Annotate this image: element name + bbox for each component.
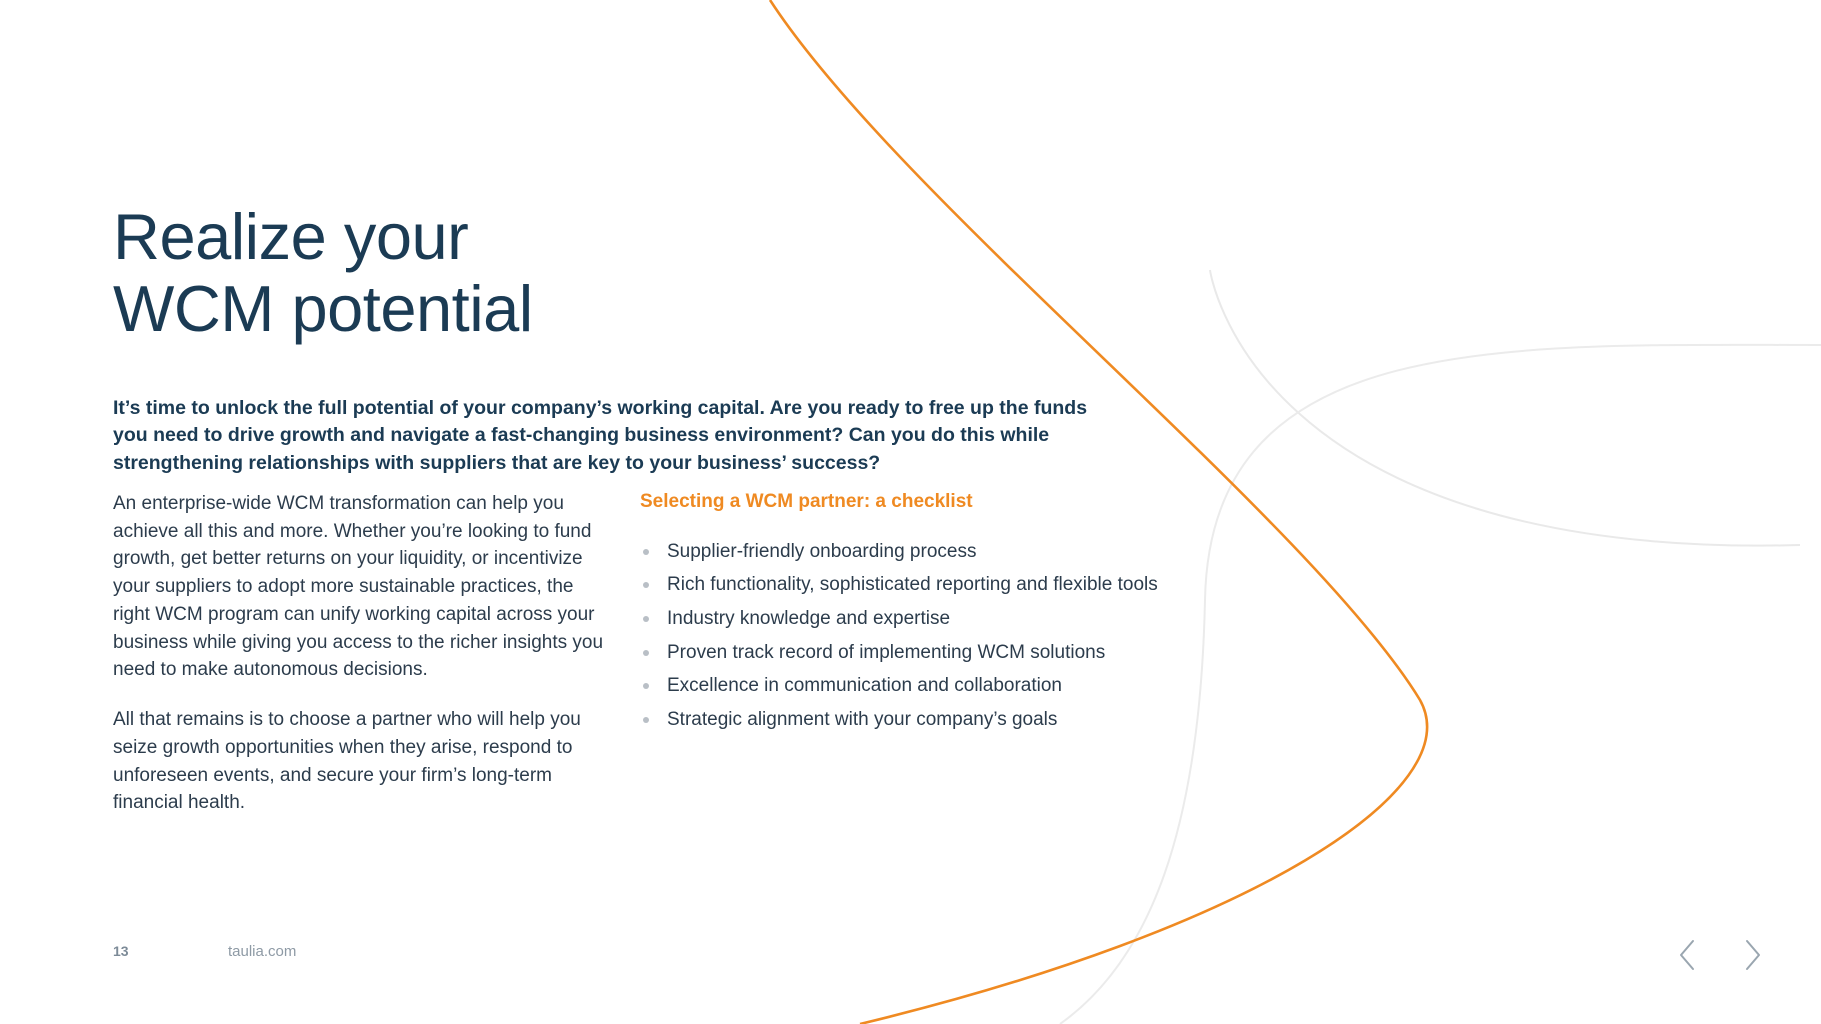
site-link[interactable]: taulia.com [228,943,297,960]
list-item: Industry knowledge and expertise [640,606,1160,632]
page-title-line-1: Realize your [113,199,469,273]
checklist-column [640,490,1160,741]
page-number: 13 [113,943,129,959]
lede-paragraph: It’s time to unlock the full potential of your company’s working capital. Are you ready to free up the funds you need to drive growth and navigate a fast-changing business environment? Can you do this while strengthening relationships with suppliers that are key to your business’ success? [113,396,1088,474]
chevron-left-icon[interactable] [1677,938,1699,972]
body-paragraph-2: All that remains is to choose a partner who will help you seize growth opportunities when they arise, respond to unforeseen events, and secure your firm’s long-term financial health. [113,709,581,814]
page-title [113,201,873,347]
list-item: Rich functionality, sophisticated reporting and flexible tools [640,572,1160,598]
checklist-title: Selecting a WCM partner: a checklist [640,491,973,512]
page-title-line-2: WCM potential [113,272,533,346]
chevron-right-icon[interactable] [1741,938,1763,972]
list-item: Excellence in communication and collaboration [640,673,1160,699]
list-item: Supplier-friendly onboarding process [640,539,1160,565]
checklist-list [640,539,1160,733]
list-item: Strategic alignment with your company’s goals [640,707,1160,733]
list-item: Proven track record of implementing WCM solutions [640,640,1160,666]
body-paragraph-1: An enterprise-wide WCM transformation can help you achieve all this and more. Whether you’re looking to fund growth, get better returns on your liquidity, or incentivize your suppliers to adopt more sustainable practices, the right WCM program can unify working capital across your business while giving you access to the richer insights you need to make autonomous decisions. [113,493,604,681]
navigation-arrows [1677,938,1763,972]
left-body-column [113,490,613,817]
